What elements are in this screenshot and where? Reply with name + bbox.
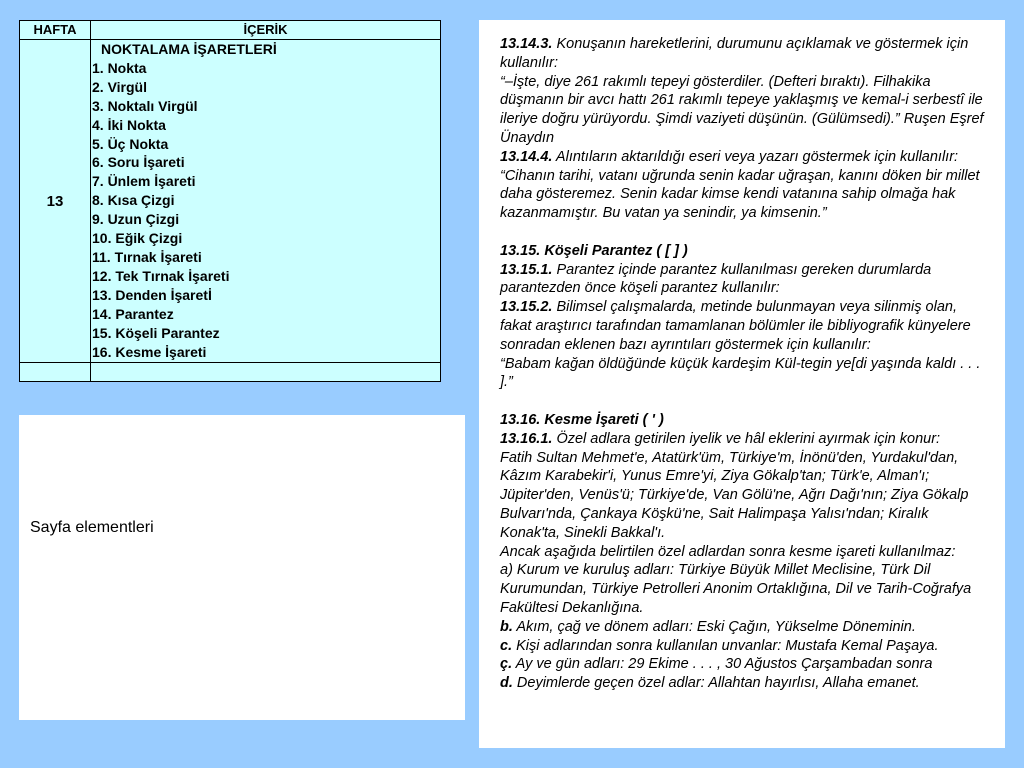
list-item: 14. Parantez <box>92 305 174 322</box>
exception-text: Akım, çağ ve dönem adları: Eski Çağın, Yükselme Döneminin. <box>516 618 916 635</box>
rule-example: “Cihanın tarihi, vatanı uğrunda senin kadar uğraşan, kanını döken bir millet daha gösteremez. Senin kadar kimse kendi vatanına sahip olmağa hak kazanmamıştır. Bu vatan ya senindir, ya kimsenin.” <box>500 167 980 222</box>
syllabus-table <box>19 20 441 382</box>
content-header: İÇERİK <box>91 21 441 40</box>
rule-code: 13.15.2. <box>500 299 553 316</box>
list-item: 11. Tırnak İşareti <box>92 248 202 265</box>
exception-code: ç. <box>500 656 513 673</box>
list-item: 5. Üç Nokta <box>92 135 169 152</box>
exception-a: a) Kurum ve kuruluş adları: Türkiye Büyük Millet Meclisine, Türk Dil Kurumundan, Türkiye Petrolleri Anonim Ortaklığına, Dil ve Tarih-Coğrafya Fakültesi Dekanlığına. <box>500 562 972 616</box>
table-header-row <box>20 21 441 40</box>
content-cell <box>91 40 441 363</box>
section-heading-13-15: 13.15. Köşeli Parantez ( [ ] ) <box>500 242 688 259</box>
list-item: 10. Eğik Çizgi <box>92 230 183 247</box>
empty-row <box>20 363 441 382</box>
list-item: 6. Soru İşareti <box>92 154 185 171</box>
empty-cell <box>20 363 91 382</box>
list-item: 9. Uzun Çizgi <box>92 211 180 228</box>
rule-13-14-4 <box>500 148 991 167</box>
rule-text: Özel adlara getirilen iyelik ve hâl eklerini ayırmak için konur: <box>556 430 941 447</box>
exception-code: c. <box>500 637 513 654</box>
exception-text: Ay ve gün adları: 29 Ekime . . . , 30 Ağustos Çarşambadan sonra <box>515 656 933 673</box>
exception-c <box>500 637 991 656</box>
rule-example: “Babam kağan öldüğünde küçük kardeşim Kül-tegin ye[di yaşında kaldı . . . ].” <box>500 355 981 391</box>
rule-example: “–İşte, diye 261 rakımlı tepeyi gösterdiler. (Defteri bıraktı). Filhakika düşmanın bir avcı hattı 261 rakımlı tepeye yaklaşmış ve kemal-i serbestî ile ileriye doğru yürüyordu. Şimdi vaziyeti düşünün. (Gülümsedi).” Ruşen Eşref Ünaydın <box>500 73 984 146</box>
exception-cc <box>500 655 991 674</box>
empty-cell <box>91 363 441 382</box>
exception-b <box>500 618 991 637</box>
list-item: 7. Ünlem İşareti <box>92 173 196 190</box>
rules-text-panel <box>479 20 1005 748</box>
section-heading-13-16: 13.16. Kesme İşareti ( ' ) <box>500 411 664 428</box>
list-item: 4. İki Nokta <box>92 116 166 133</box>
spacer <box>500 392 991 411</box>
week-number: 13 <box>20 40 91 363</box>
content-title: NOKTALAMA İŞARETLERİ <box>101 41 277 57</box>
list-item: 15. Köşeli Parantez <box>92 324 220 341</box>
rule-code: 13.16.1. <box>500 430 553 447</box>
rule-code: 13.15.1. <box>500 261 553 278</box>
list-item: 8. Kısa Çizgi <box>92 192 175 209</box>
rule-13-14-3 <box>500 35 991 73</box>
list-item: 16. Kesme İşareti <box>92 343 207 360</box>
rule-13-16-1 <box>500 430 991 449</box>
exception-intro: Ancak aşağıda belirtilen özel adlardan sonra kesme işareti kullanılmaz: <box>500 543 956 560</box>
exception-code: d. <box>500 675 513 692</box>
spacer <box>500 223 991 242</box>
exception-code: b. <box>500 618 513 635</box>
page-elements-panel <box>19 415 465 720</box>
rule-13-15-1 <box>500 261 991 299</box>
rule-13-15-2 <box>500 298 991 354</box>
exception-text: Kişi adlarından sonra kullanılan unvanlar: Mustafa Kemal Paşaya. <box>516 637 939 654</box>
list-item: 1. Nokta <box>92 59 147 76</box>
rule-code: 13.14.3. <box>500 36 553 52</box>
punctuation-list <box>92 59 440 362</box>
list-item: 13. Denden İşaretİ <box>92 286 212 303</box>
rule-text: Parantez içinde parantez kullanılması gereken durumlarda parantezden önce köşeli parantez kullanılır: <box>500 261 932 297</box>
list-item: 3. Noktalı Virgül <box>92 97 198 114</box>
list-item: 12. Tek Tırnak İşareti <box>92 267 230 284</box>
exception-d <box>500 674 991 693</box>
table-row <box>20 40 441 363</box>
exception-text: Deyimlerde geçen özel adlar: Allahtan hayırlısı, Allaha emanet. <box>516 675 920 692</box>
rule-example: Fatih Sultan Mehmet'e, Atatürk'üm, Türkiye'm, İnönü'den, Yurdakul'dan, Kâzım Karabekir'i, Yunus Emre'yi, Ziya Gökalp'tan; Türk'e, Alman'ı; Jüpiter'den, Venüs'ü; Türkiye'de, Van Gölü'ne, Ağrı Dağı'nın; Ziya Gökalp Bulvarı'nda, Çankaya Köşkü'ne, Sait Halimpaşa Yalısı'ndan; Kiralık Konak'ta, Sinekli Bakkal'ı. <box>500 449 969 541</box>
rule-text: Bilimsel çalışmalarda, metinde bulunmayan veya silinmiş olan, fakat araştırıcı tarafından tamamlanan bölümler ile bibliyografik künyelere sonradan eklenen bazı ayrıntıları göstermek için kullanılır: <box>500 299 971 353</box>
page-elements-label: Sayfa elementleri <box>30 519 154 536</box>
rule-text: Konuşanın hareketlerini, durumunu açıklamak ve göstermek için kullanılır: <box>500 36 969 71</box>
week-header: HAFTA <box>20 21 91 40</box>
rule-text: Alıntıların aktarıldığı eseri veya yazarı göstermek için kullanılır: <box>555 148 959 165</box>
list-item: 2. Virgül <box>92 78 147 95</box>
rule-code: 13.14.4. <box>500 148 553 165</box>
